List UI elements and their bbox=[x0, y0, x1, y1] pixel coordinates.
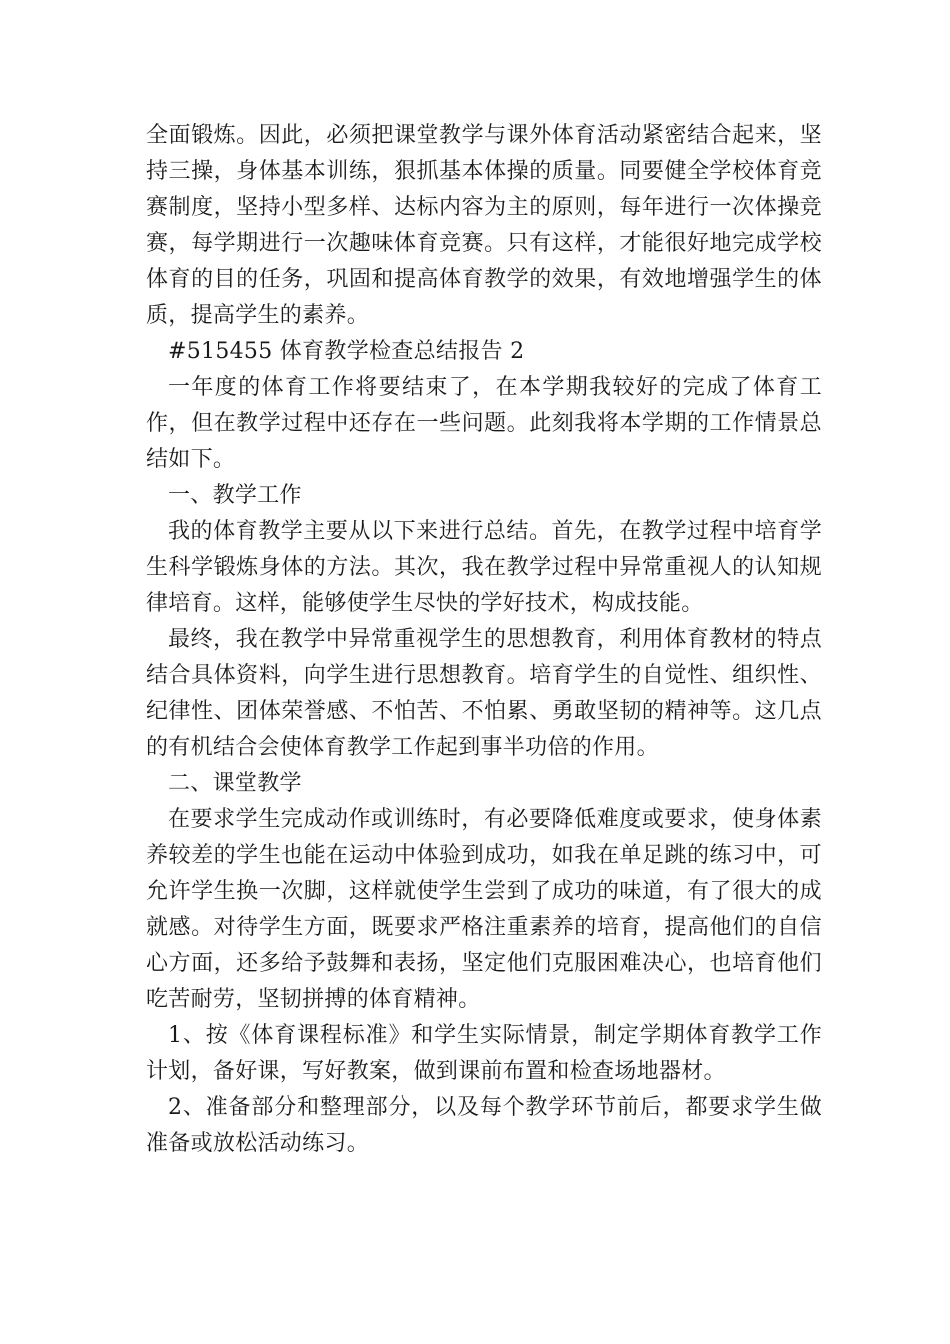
paragraph-teaching-method: 我的体育教学主要从以下来进行总结。首先，在教学过程中培育学生科学锻炼身体的方法。其次，我在教学过程中异常重视人的认知规律培育。这样，能够使学生尽快的学好技术，构成技能。 bbox=[146, 519, 822, 616]
section-heading-teaching-work: 一、教学工作 bbox=[168, 483, 302, 508]
list-item-2: 2、准备部分和整理部分，以及每个教学环节前后，都要求学生做准备或放松活动练习。 bbox=[146, 1095, 822, 1156]
section-heading-classroom-teaching: 二、课堂教学 bbox=[168, 771, 302, 796]
list-item-1: 1、按《体育课程标准》和学生实际情景，制定学期体育教学工作计划，备好课，写好教案，做到课前布置和检查场地器材。 bbox=[146, 1023, 822, 1084]
paragraph-ideological-education: 最终，我在教学中异常重视学生的思想教育，利用体育教材的特点结合具体资料，向学生进行思想教育。培育学生的自觉性、组织性、纪律性、团体荣誉感、不怕苦、不怕累、勇敢坚韧的精神等。这几点的有机结合会使体育教学工作起到事半功倍的作用。 bbox=[146, 627, 822, 760]
paragraph-intro: 一年度的体育工作将要结束了，在本学期我较好的完成了体育工作，但在教学过程中还存在一些问题。此刻我将本学期的工作情景总结如下。 bbox=[146, 375, 822, 472]
report-title-heading: #515455 体育教学检查总结报告 2 bbox=[168, 339, 525, 364]
document-body bbox=[146, 118, 822, 1162]
paragraph-classroom-practice: 在要求学生完成动作或训练时，有必要降低难度或要求，使身体素养较差的学生也能在运动中体验到成功，如我在单足跳的练习中，可允许学生换一次脚，这样就使学生尝到了成功的味道，有了很大的成就感。对待学生方面，既要求严格注重素养的培育，提高他们的自信心方面，还多给予鼓舞和表扬，坚定他们克服困难决心，也培育他们吃苦耐劳，坚韧拼搏的体育精神。 bbox=[146, 807, 822, 1012]
paragraph-summary-continuation: 全面锻炼。因此，必须把课堂教学与课外体育活动紧密结合起来，坚持三操，身体基本训练，狠抓基本体操的质量。同要健全学校体育竞赛制度，坚持小型多样、达标内容为主的原则，每年进行一次体操竞赛，每学期进行一次趣味体育竞赛。只有这样，才能很好地完成学校体育的目的任务，巩固和提高体育教学的效果，有效地增强学生的体质，提高学生的素养。 bbox=[146, 123, 822, 328]
